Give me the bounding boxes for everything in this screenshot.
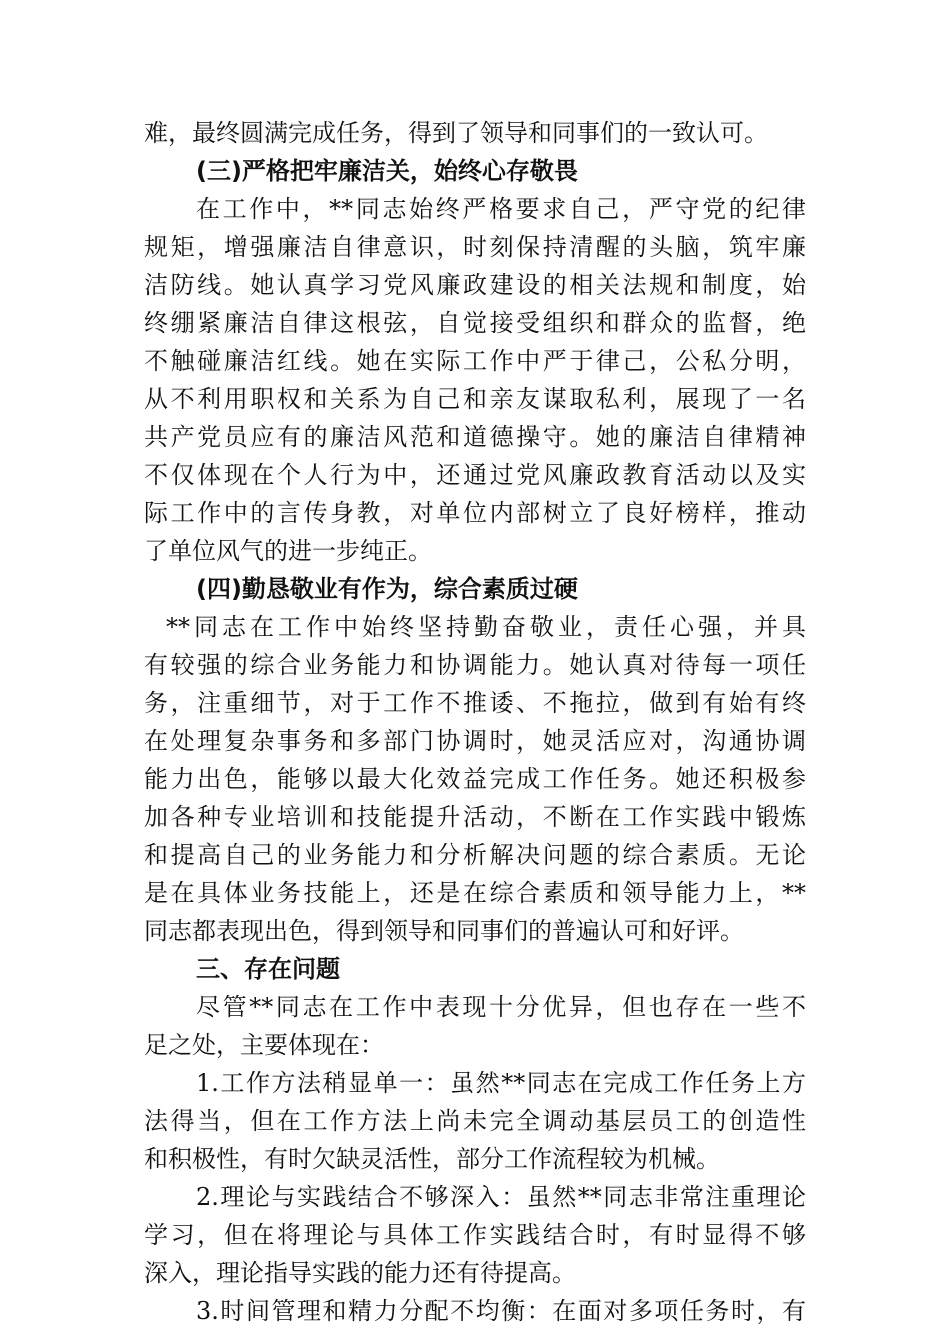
paragraph-line: 不仅体现在个人行为中，还通过党风廉政教育活动以及实 [144,461,806,489]
paragraph-line: 有较强的综合业务能力和协调能力。她认真对待每一项任 [144,651,806,679]
paragraph-line: 规矩，增强廉洁自律意识，时刻保持清醒的头脑，筑牢廉 [144,233,806,261]
paragraph-line: 洁防线。她认真学习党风廉政建设的相关法规和制度，始 [144,271,806,299]
list-item-line: 学习，但在将理论与具体工作实践结合时，有时显得不够 [144,1221,806,1249]
list-item-line: 法得当，但在工作方法上尚未完全调动基层员工的创造性 [144,1107,806,1135]
paragraph-line: 加各种专业培训和技能提升活动，不断在工作实践中锻炼 [144,803,806,831]
paragraph-line: 际工作中的言传身教，对单位内部树立了良好榜样，推动 [144,499,806,527]
paragraph-line: **同志在工作中始终坚持勤奋敬业，责任心强，并具 [166,613,806,641]
paragraph-line: 是在具体业务技能上，还是在综合素质和领导能力上，** [144,879,806,907]
paragraph-line: 了单位风气的进一步纯正。 [144,537,432,565]
list-item-line: 3.时间管理和精力分配不均衡：在面对多项任务时，有 [196,1297,806,1325]
paragraph-line: 在处理复杂事务和多部门协调时，她灵活应对，沟通协调 [144,727,806,755]
paragraph-line: 共产党员应有的廉洁风范和道德操守。她的廉洁自律精神 [144,423,806,451]
paragraph-line: 终绷紧廉洁自律这根弦，自觉接受组织和群众的监督，绝 [144,309,806,337]
text-line: 难，最终圆满完成任务，得到了领导和同事们的一致认可。 [144,119,768,147]
section-heading-4: (四)勤恳敬业有作为，综合素质过硬 [196,575,578,603]
paragraph-line: 足之处，主要体现在： [144,1031,384,1059]
paragraph-line: 能力出色，能够以最大化效益完成工作任务。她还积极参 [144,765,806,793]
section-heading-3: (三)严格把牢廉洁关，始终心存敬畏 [196,157,578,185]
paragraph-line: 和提高自己的业务能力和分析解决问题的综合素质。无论 [144,841,806,869]
paragraph-line: 不触碰廉洁红线。她在实际工作中严于律己，公私分明， [144,347,806,375]
paragraph-line: 务，注重细节，对于工作不推诿、不拖拉，做到有始有终 [144,689,806,717]
paragraph-line: 尽管**同志在工作中表现十分优异，但也存在一些不 [196,993,806,1021]
paragraph-line: 从不利用职权和关系为自己和亲友谋取私利，展现了一名 [144,385,806,413]
list-item-line: 深入，理论指导实践的能力还有待提高。 [144,1259,576,1287]
list-item-line: 2.理论与实践结合不够深入：虽然**同志非常注重理论 [196,1183,806,1211]
list-item-line: 和积极性，有时欠缺灵活性，部分工作流程较为机械。 [144,1145,720,1173]
list-item-line: 1.工作方法稍显单一：虽然**同志在完成工作任务上方 [196,1069,806,1097]
paragraph-line: 在工作中，**同志始终严格要求自己，严守党的纪律 [196,195,806,223]
paragraph-line: 同志都表现出色，得到领导和同事们的普遍认可和好评。 [144,917,744,945]
chapter-heading: 三、存在问题 [196,955,340,983]
